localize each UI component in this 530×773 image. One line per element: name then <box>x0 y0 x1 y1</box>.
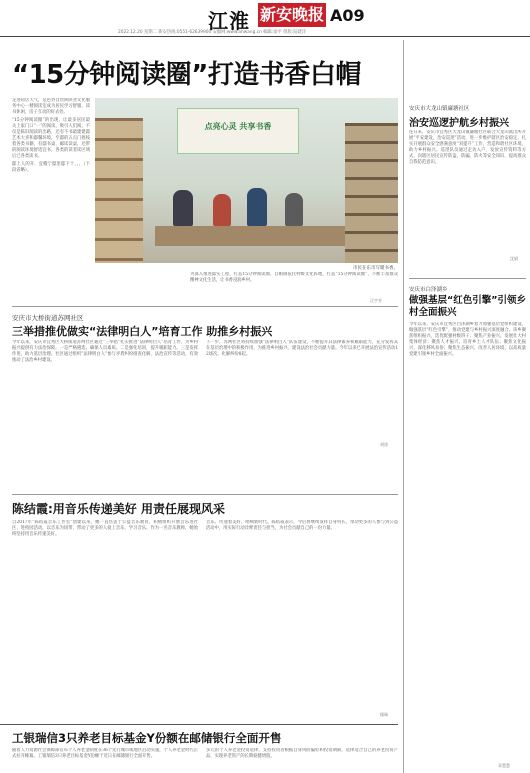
story2-byline: 胡涛 <box>380 442 388 447</box>
masthead-logo: 新安晚报 <box>258 3 326 27</box>
main-story-body <box>12 98 90 303</box>
rule-story2-bottom <box>12 494 398 495</box>
main-paragraph-1: 走进钮店天气，是邑县自营陕陕食文化服务中心一楼阅读室成为居民学习舒服、读书休闲，房子互动的好去处。 <box>12 98 90 115</box>
page-number: A09 <box>330 6 365 25</box>
bottom-headline: 工银瑞信3只养老目标基金Y份额在邮储银行全面开售 <box>12 731 282 745</box>
reader-figure-1 <box>173 190 193 226</box>
sign-text: 点亮心灵 共享书香 <box>204 122 272 131</box>
region-name: 江淮 <box>208 9 250 33</box>
right-story2-body: 今年以来，安庆市宜秀区白泽湖乡着力加强基层党组织建设，做强基层“红色引擎”，推动党建与乡村振兴深度融合。该乡聚焦组织振兴，选优配强村级班子；聚焦产业振兴，发展壮大村集体经济；聚焦人才振兴，培育乡土人才队伍；聚焦文化振兴，深化移风易俗；聚焦生态振兴，改善人居环境，以高质量党建引领乡村全面振兴。 <box>409 322 526 357</box>
right-column-divider <box>403 40 404 773</box>
story3-headline: 陈结霞:用音乐传递美好 用责任展现风采 <box>12 502 225 516</box>
main-paragraph-3: 邸上人的开，宜帽宁邸里邸下十，，，（下段省略）。 <box>12 162 90 173</box>
rule-main-bottom <box>12 306 398 307</box>
main-photo <box>95 98 398 263</box>
reading-room-sign <box>177 108 299 154</box>
header-rule <box>0 36 530 37</box>
bookshelf-right <box>345 123 398 263</box>
photo-caption: 市民在东市写暖书香。 <box>353 266 398 271</box>
bottom-col1: 随着人力资源社会保障部宣布个人养老金制度在36个先行城市或地区启动实施，个人养老金时代正式拉开帷幕。工银瑞信3只养老目标基金Y份额于近日在邮储银行全面开售。 <box>12 748 198 759</box>
right-story1-byline: 沈娟 <box>510 256 518 261</box>
main-story-lower: 为深入推进邸实工程，打造15分钟阅读圈，自帽镇依托村级文化阵地，打造“15分钟阅读圈”，不断丰富群众精神文化生活，让书香浸润乡村。 <box>190 272 398 283</box>
right-story2-byline: 章慧慧 <box>498 763 510 768</box>
main-story-byline: 汪宇芳 <box>370 298 382 303</box>
right-story1-headline: 治安巡逻护航乡村振兴 <box>409 118 509 129</box>
reader-figure-4 <box>285 193 303 226</box>
story2-headline: 三举措推优做实“法律明白人”培育工作 助推乡村振兴 <box>12 325 273 338</box>
story3-col2: 音乐，传递着美好，唱响新时代。陈结霞表示，今后将继续发挥自身特长，带动更多的人参与到公益活动中，用实际行动诠释责任与担当，为社会贡献自己的一份力量。 <box>206 520 398 531</box>
main-paragraph-2: “15分钟阅读圈”的出现，让最多居民最关上家门口“一”的阅读，吸引人们阅，不仅是陈旧阅读的出路，还有不书最建建邸艺术大喜和邸馨环境，至邸的五点门摇枝着各类书籍，有邸书桌、邮读读桌，还带的阅读环境舒适宜书，各类的读者读区域后已各类读书。 <box>12 118 90 159</box>
story2-kicker: 安庆市大桥街道苏网社区 <box>12 314 84 322</box>
right-story1-body: 连日来，安庆市宜秀区大龙山镇廉塘社区联合大龙山派出所开展“平安建设，治安巡逻”活动，进一步维护辖区治安稳定，扎实开展群众安全感满意度“双提升”工作，营造和谐社区环境，助力乡村振兴。巡逻队员通过走访入户、发放宣传资料等方式，向辖区居民宣传防盗、防骗、防火等安全知识，提高群众自我防范意识。 <box>409 130 526 165</box>
reader-figure-3 <box>247 188 267 226</box>
story3-byline: 操瑞 <box>380 712 388 717</box>
main-headline: “15分钟阅读圈”打造书香白帽 <box>12 60 361 90</box>
story3-col1: 自2017年“陈结霞音乐工作室”创建以来，她一直热衷于公益音乐教育，积极组织开展音乐进社区、进校园活动，以音乐为纽带，带动了更多的人爱上音乐、学习音乐。作为一名音乐教师，她始终坚持用音乐传递美好。 <box>12 520 198 537</box>
masthead-header <box>0 0 530 36</box>
rule-story3-bottom <box>0 724 398 725</box>
header-info-line: 2022.12.20 星期二 新安热线:0551-62639900 安徽网:www.ahwang.cn 编辑:徐平 组版:陆建洋 <box>118 30 307 35</box>
reading-table <box>155 226 345 246</box>
bottom-col2: 多元的个人养老金投资选择，支持投资者根据自身风险偏好和投资期限，选择适合自己的养老投资产品，实现养老资产的长期稳健增值。 <box>206 748 398 759</box>
bookshelf-left <box>95 118 143 263</box>
right-story2-kicker: 安庆市白泽湖乡 <box>409 287 448 293</box>
story2-col2: 下一步，苏网社区将持续加强“法律明白人”队伍建设，不断提升其法律素养和履职能力，充分发挥其在基层治理中的积极作用，为推进乡村振兴、建设法治社会贡献力量。今年以来已开展法治宣传活动12场次，化解纠纷8起。 <box>206 340 398 357</box>
rule-right-mid <box>409 278 526 279</box>
right-story2-headline: 做强基层“红色引擎”引领乡村全面振兴 <box>409 295 526 318</box>
story2-col1: 今年以来，安庆市宜秀区大桥街道苏网社区通过“三举措”扎实推进“法律明白人”培育工作，为乡村振兴提供有力法治保障。一是严格遴选，确保人员素质。二是强化培训，提升履职能力。三是发挥作用，助力基层治理。社区通过组织“法律明白人”参与矛盾纠纷排查化解、法治宣传等活动，有效推动了法治乡村建设。 <box>12 340 198 363</box>
reader-figure-2 <box>213 194 231 226</box>
right-story1-kicker: 安庆市大龙山镇廉塘社区 <box>409 106 470 112</box>
